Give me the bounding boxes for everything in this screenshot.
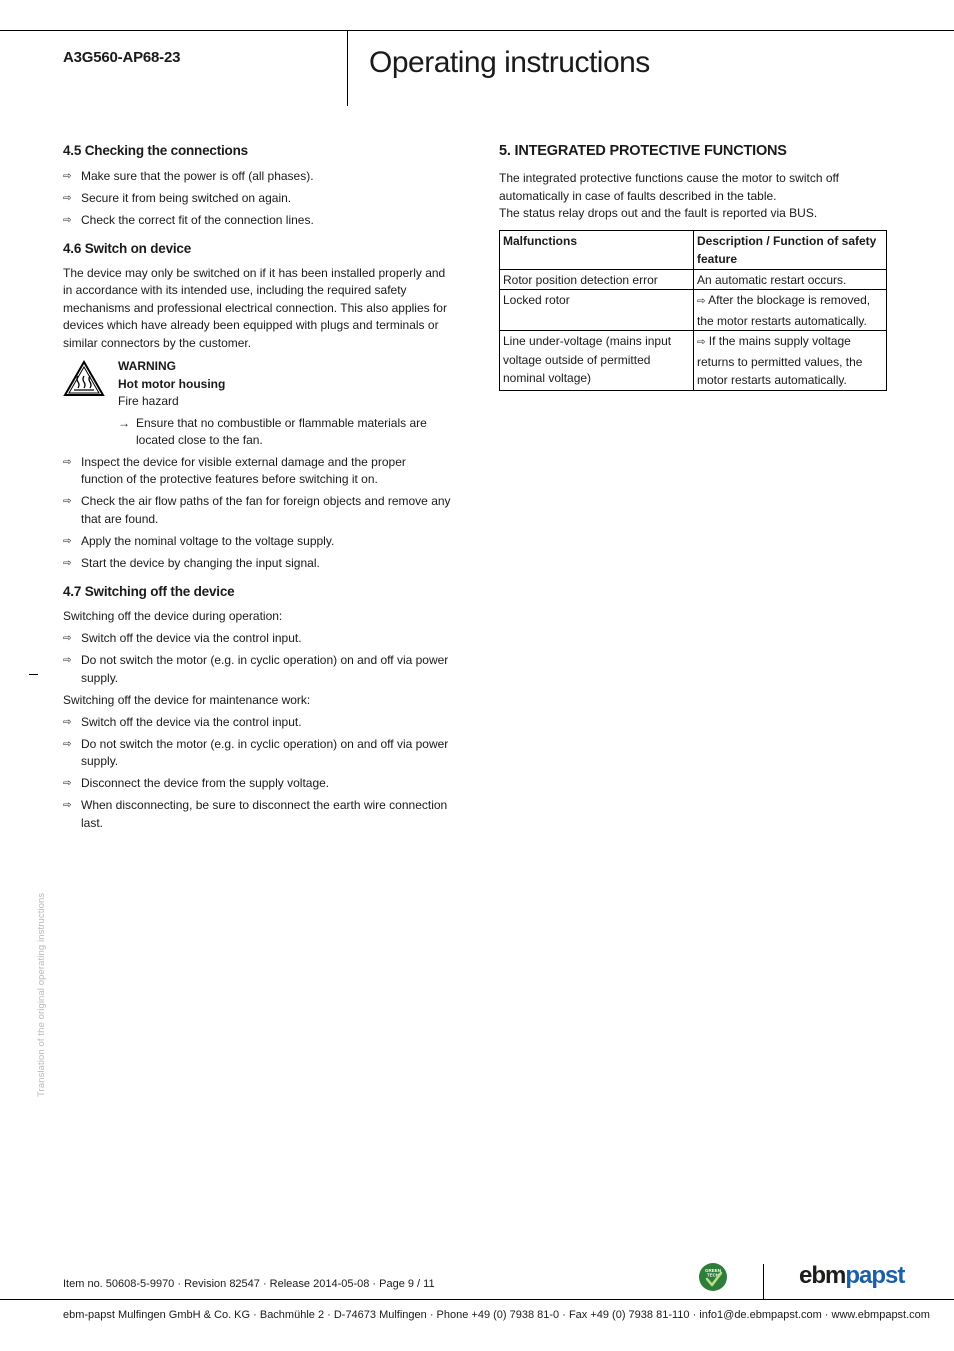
arrow-bullet-icon: ⇨ — [63, 557, 72, 569]
table-cell: Locked rotor — [500, 290, 694, 331]
greentech-badge-text-top: GREEN — [704, 1268, 722, 1273]
section-4-7-heading: 4.7 Switching off the device — [63, 584, 235, 599]
list-item: ⇨ Check the air flow paths of the fan for foreign objects and remove any that are found. — [63, 494, 451, 526]
list-item: ⇨ Secure it from being switched on again. — [63, 190, 451, 208]
header-divider — [347, 30, 348, 106]
footer-brand-divider — [763, 1264, 764, 1300]
section-5-body-2: The status relay drops out and the fault is reported via BUS. — [499, 206, 818, 220]
arrow-bullet-icon: ⇨ — [63, 215, 72, 226]
right-arrow-icon: → — [118, 415, 130, 430]
arrow-bullet-icon: ⇨ — [63, 171, 72, 182]
hot-surface-warning-icon — [63, 360, 105, 397]
table-header-row — [500, 230, 887, 269]
arrow-bullet-icon: ⇨ — [63, 496, 72, 507]
logo-ebm: ebm — [799, 1262, 846, 1289]
side-note: Translation of the original operating instructions — [36, 892, 47, 1097]
section-4-7-intro-maintenance: Switching off the device for maintenance work: — [63, 692, 311, 707]
model-number: A3G560-AP68-23 — [63, 49, 181, 66]
table-row — [500, 290, 887, 331]
arrow-bullet-icon: ⇨ — [63, 456, 72, 468]
footer-rule — [0, 1299, 954, 1300]
arrow-bullet-icon: ⇨ — [63, 535, 72, 547]
logo-papst: papst — [845, 1262, 905, 1289]
table-cell: Line under-voltage (mains input voltage outside of permitted nominal voltage) — [500, 331, 694, 391]
section-4-7-list-maintenance — [63, 714, 451, 833]
section-5-heading: 5. INTEGRATED PROTECTIVE FUNCTIONS — [499, 143, 787, 159]
table-cell: ⇨ If the mains supply voltage returns to permitted values, the motor restarts automatically. — [694, 331, 887, 391]
table-cell: ⇨ After the blockage is removed, the motor restarts automatically. — [694, 290, 887, 331]
arrow-bullet-icon: ⇨ — [697, 337, 706, 348]
header-top-rule — [0, 30, 954, 31]
section-4-7-intro-operation: Switching off the device during operation: — [63, 609, 283, 623]
left-column — [63, 142, 451, 837]
column-header-malfunctions: Malfunctions — [500, 230, 694, 269]
arrow-bullet-icon: ⇨ — [63, 633, 72, 644]
section-4-7-list-operation — [63, 630, 451, 687]
section-4-5-list — [63, 168, 451, 230]
page-title: Operating instructions — [369, 46, 650, 79]
arrow-bullet-icon: ⇨ — [63, 738, 72, 750]
table-row — [500, 269, 887, 290]
item-number-line: Item no. 50608-5-9970 · Revision 82547 · Release 2014-05-08 · Page 9 / 11 — [63, 1278, 435, 1290]
list-item: ⇨ Start the device by changing the input signal. — [63, 555, 451, 573]
warning-subtitle: Hot motor housing — [118, 376, 226, 391]
protective-functions-table — [499, 230, 887, 391]
company-address-line: ebm-papst Mulfingen GmbH & Co. KG · Bachmühle 2 · D-74673 Mulfingen · Phone +49 (0) 7938 81-0 · Fax +49 (0) 7938 81-110 · info1@de.ebmpapst.com · www.ebmpapst.com — [63, 1309, 930, 1321]
arrow-bullet-icon: ⇨ — [697, 296, 706, 307]
warning-block — [63, 358, 451, 450]
ebmpapst-logo — [799, 1261, 904, 1291]
arrow-bullet-icon: ⇨ — [63, 778, 72, 789]
column-header-description: Description / Function of safety feature — [694, 230, 887, 269]
arrow-bullet-icon: ⇨ — [63, 800, 72, 811]
arrow-bullet-icon: ⇨ — [63, 193, 72, 204]
arrow-bullet-icon: ⇨ — [63, 716, 72, 728]
greentech-badge-icon — [698, 1262, 728, 1292]
list-item: ⇨ Disconnect the device from the supply voltage. — [63, 775, 451, 793]
list-item: ⇨ When disconnecting, be sure to disconnect the earth wire connection last. — [63, 798, 448, 830]
list-item: ⇨ Check the correct fit of the connection lines. — [63, 212, 451, 230]
table-cell: Rotor position detection error — [500, 269, 694, 290]
list-item: ⇨ Make sure that the power is off (all phases). — [63, 168, 451, 186]
list-item: ⇨ Apply the nominal voltage to the voltage supply. — [63, 533, 451, 551]
table-cell: An automatic restart occurs. — [694, 269, 887, 290]
list-item: ⇨ Switch off the device via the control input. — [63, 630, 451, 648]
section-4-6-body: The device may only be switched on if it has been installed properly and in accordance with its intended use, including the required safety mechanisms and professional electrical connection. This also applies for devices which have already been equipped with plugs and terminals or similar connectors by the customer. — [63, 265, 447, 350]
section-5-body-1: The integrated protective functions cause the motor to switch off automatically in case of faults described in the table. — [499, 171, 839, 203]
greentech-badge-text-bottom: TECH — [706, 1272, 720, 1278]
arrow-bullet-icon: ⇨ — [63, 655, 72, 666]
list-item: ⇨ Do not switch the motor (e.g. in cyclic operation) on and off via power supply. — [63, 653, 449, 685]
warning-hazard: Fire hazard — [118, 394, 179, 408]
margin-mark — [29, 674, 38, 675]
section-4-6-list — [63, 454, 451, 573]
list-item: ⇨ Inspect the device for visible external damage and the proper function of the protective features before switching it on. — [63, 454, 406, 486]
right-column — [499, 142, 889, 391]
list-item: ⇨ Do not switch the motor (e.g. in cyclic operation) on and off via power supply. — [63, 736, 449, 768]
list-item: ⇨ Switch off the device via the control input. — [63, 714, 451, 732]
section-4-5-heading: 4.5 Checking the connections — [63, 143, 248, 158]
warning-action: → Ensure that no combustible or flammable materials are located close to the fan. — [118, 415, 427, 447]
table-row — [500, 331, 887, 391]
section-4-6-heading: 4.6 Switch on device — [63, 240, 192, 256]
warning-label: WARNING — [118, 359, 176, 373]
